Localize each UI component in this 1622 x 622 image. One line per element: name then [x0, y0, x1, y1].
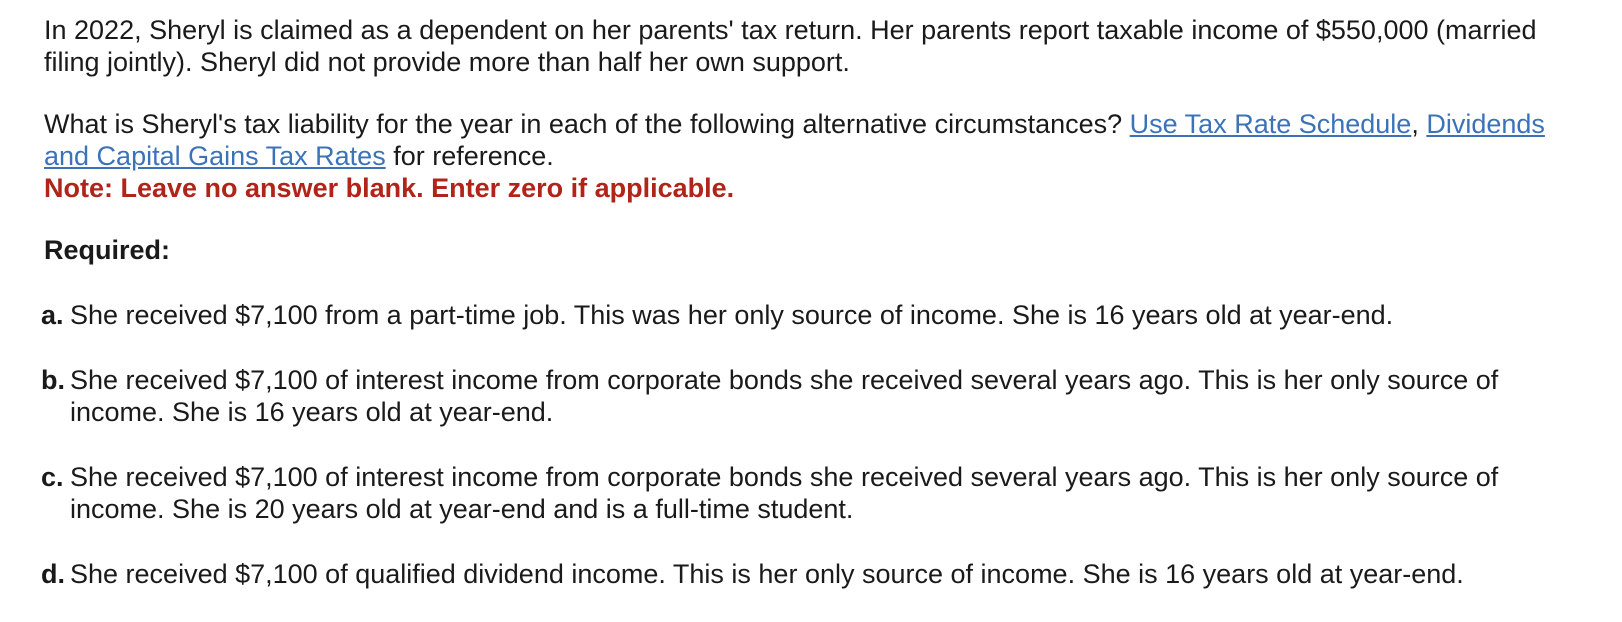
note-text: Note: Leave no answer blank. Enter zero if applicable.	[44, 173, 735, 203]
required-heading: Required:	[44, 235, 171, 265]
question-text: What is Sheryl's tax liability for the year in each of the following alternative circumstances?	[44, 109, 1130, 139]
item-text: She received $7,100 of interest income from corporate bonds she received several years ago. This is her only source of income. She is 20 years old at year-end and is a full-time student.	[70, 462, 1499, 524]
item-text: She received $7,100 of interest income from corporate bonds she received several years ago. This is her only source of income. She is 16 years old at year-end.	[70, 365, 1499, 427]
list-item	[41, 461, 1584, 525]
list-item	[41, 299, 1584, 331]
intro-paragraph: In 2022, Sheryl is claimed as a dependent on her parents' tax return. Her parents report taxable income of $550,000 (married filing jointly). Sheryl did not provide more than half her own support.	[44, 15, 1537, 77]
item-letter: c.	[41, 462, 64, 492]
list-item	[41, 364, 1584, 428]
tax-rate-schedule-link[interactable]: Use Tax Rate Schedule	[1129, 109, 1412, 139]
dividends-capital-gains-link[interactable]: Dividends and Capital Gains Tax Rates	[44, 109, 1545, 171]
question-text-after: for reference.	[385, 141, 554, 171]
item-text: She received $7,100 of qualified dividend income. This is her only source of income. She is 16 years old at year-end.	[70, 559, 1464, 589]
item-letter: d.	[41, 559, 65, 589]
item-text: She received $7,100 from a part-time job. This was her only source of income. She is 16 years old at year-end.	[70, 300, 1394, 330]
list-item	[41, 558, 1584, 590]
question-paragraph	[44, 108, 1584, 172]
question-separator: ,	[1411, 109, 1427, 139]
item-letter: a.	[41, 300, 64, 330]
item-letter: b.	[41, 365, 65, 395]
